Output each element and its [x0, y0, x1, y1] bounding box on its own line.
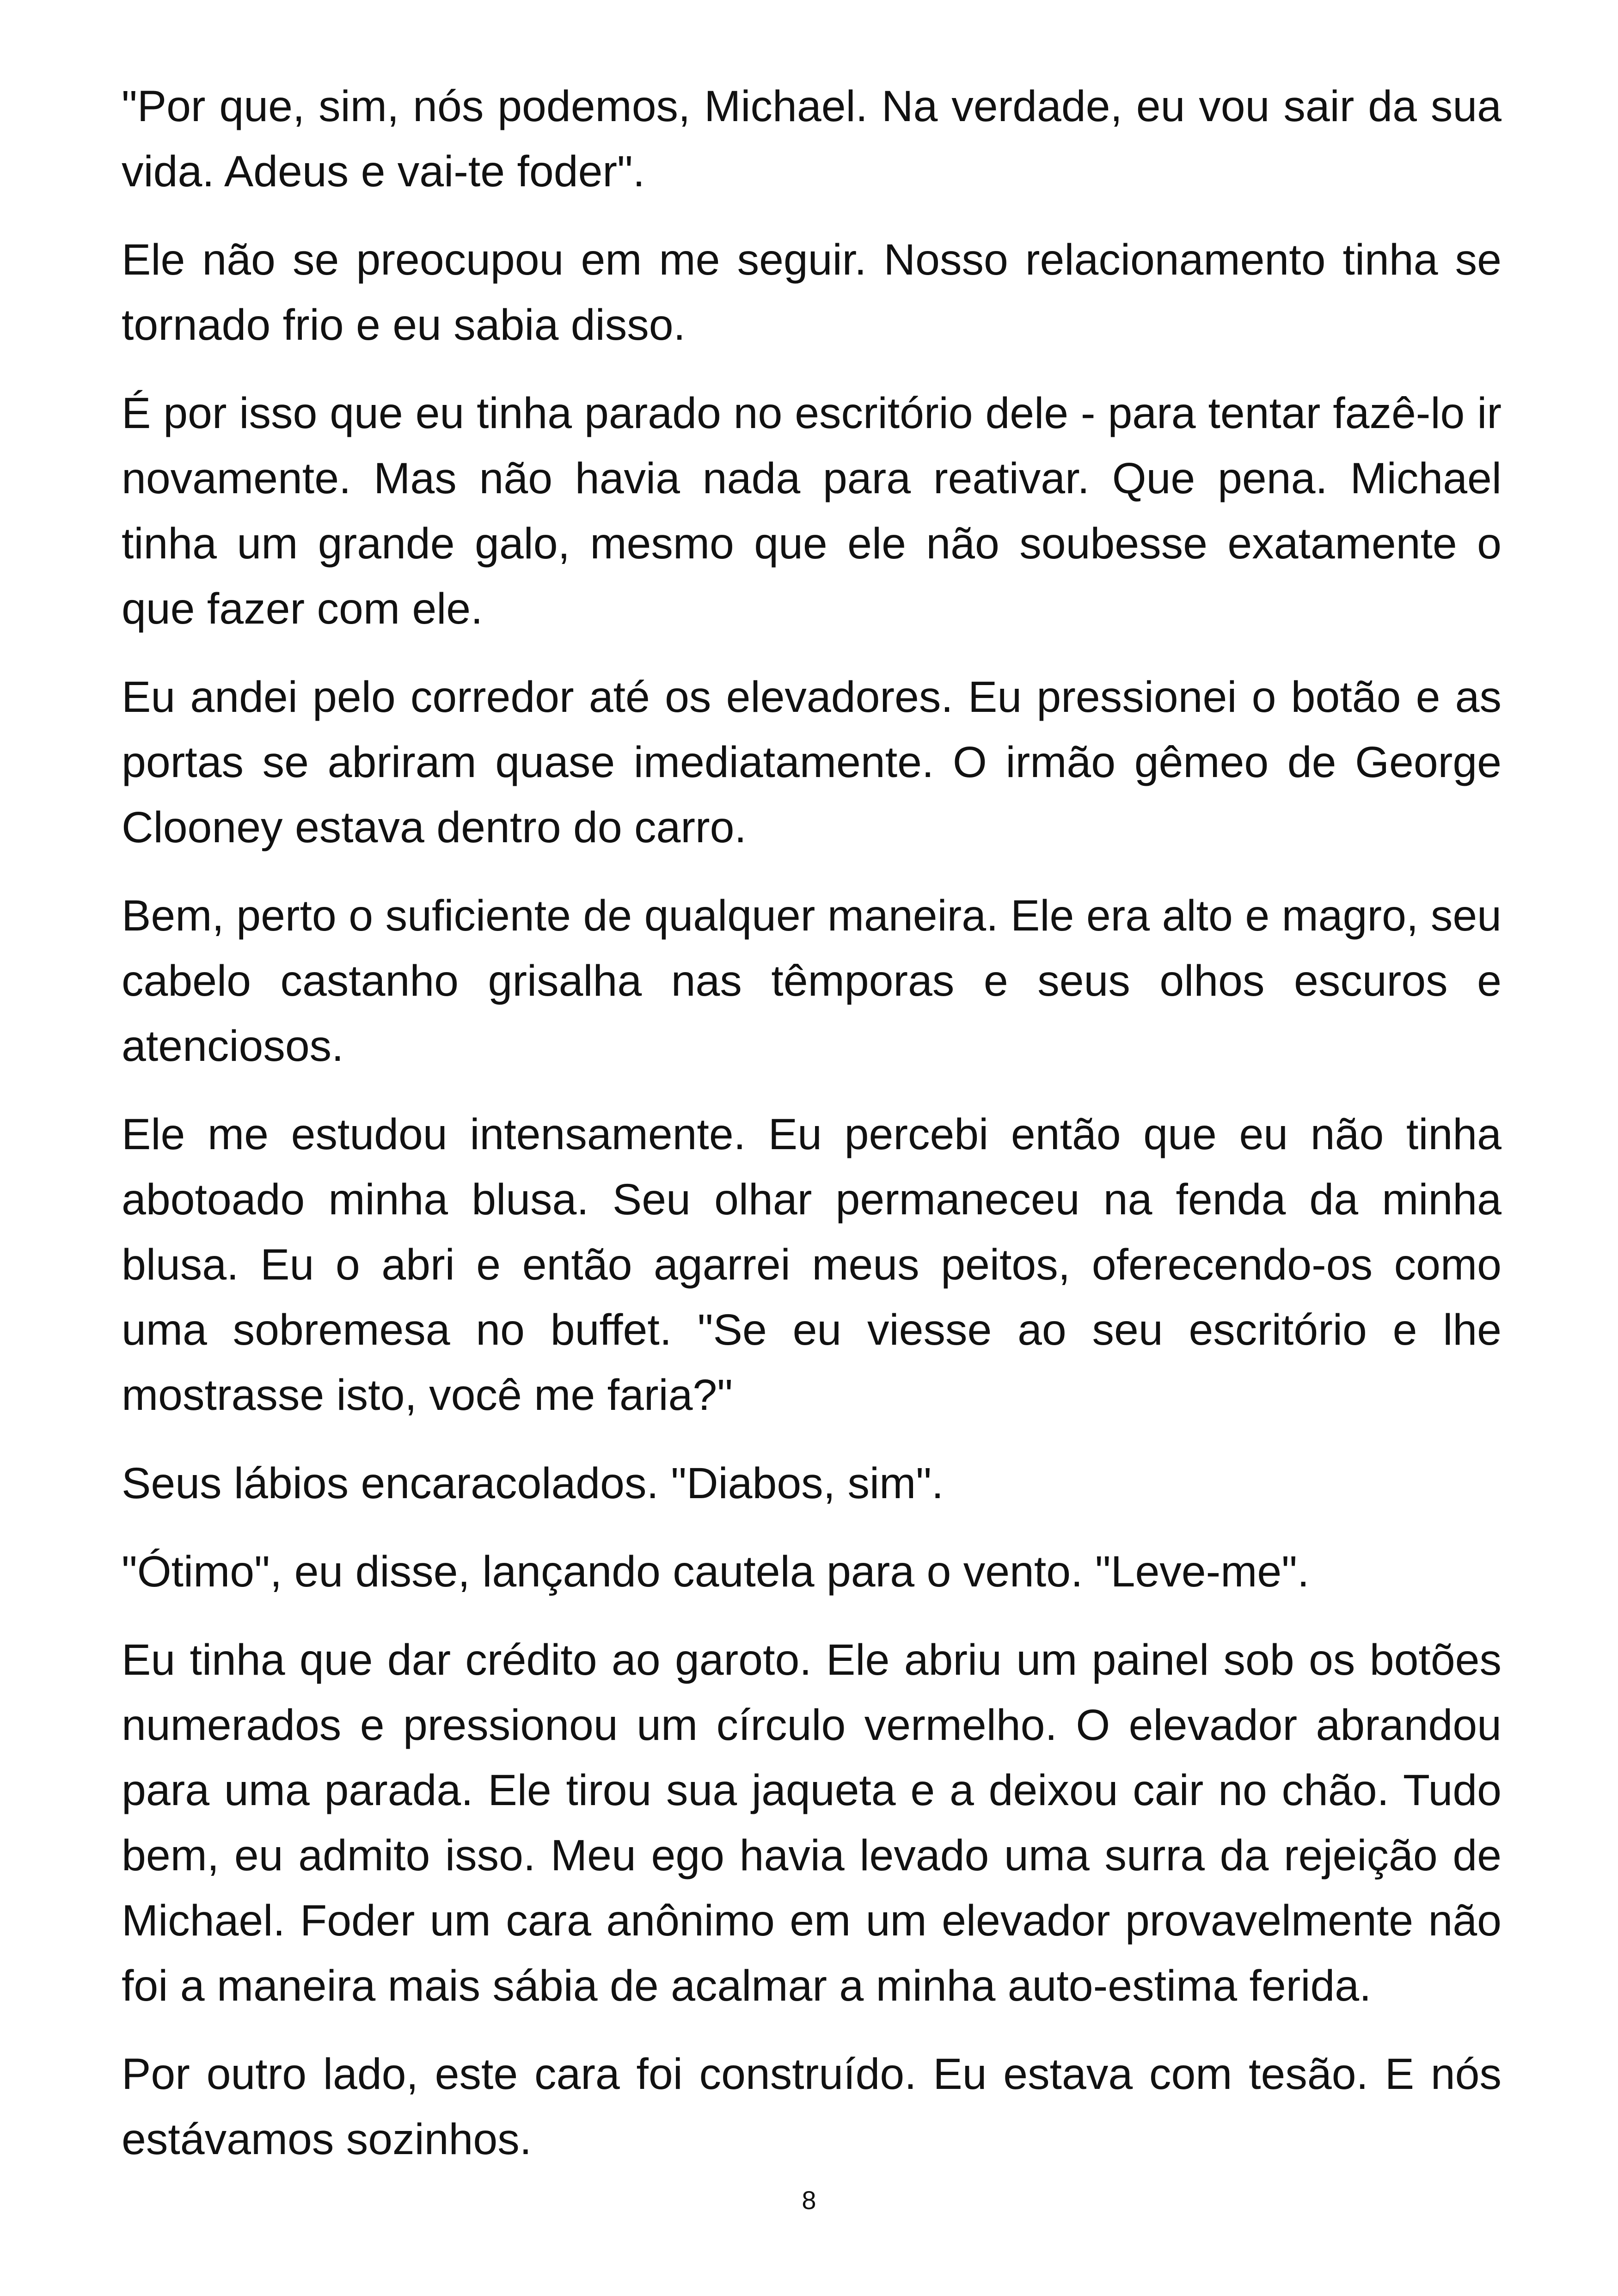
- paragraph: Por outro lado, este cara foi construído. Eu estava com tesão. E nós estávamos sozinhos.: [122, 2050, 1502, 2164]
- paragraph: Eu tinha que dar crédito ao garoto. Ele abriu um painel sob os botões numerados e pressionou um círculo vermelho. O elevador abrandou para uma parada. Ele tirou sua jaqueta e a deixou cair no chão. Tudo bem, eu admito isso. Meu ego havia levado uma surra da rejeição de Michael. Foder um cara anônimo em um elevador provavelmente não foi a maneira mais sábia de acalmar a minha auto-estima ferida.: [122, 1635, 1502, 2010]
- page-number: 8: [802, 2186, 816, 2215]
- paragraph: Seus lábios encaracolados. "Diabos, sim".: [122, 1459, 944, 1508]
- paragraph: Eu andei pelo corredor até os elevadores. Eu pressionei o botão e as portas se abriram quase imediatamente. O irmão gêmeo de George Clooney estava dentro do carro.: [122, 673, 1502, 852]
- paragraph: "Por que, sim, nós podemos, Michael. Na verdade, eu vou sair da sua vida. Adeus e vai-te foder".: [122, 82, 1502, 196]
- paragraph: "Ótimo", eu disse, lançando cautela para o vento. "Leve-me".: [122, 1547, 1310, 1596]
- paragraph: Ele não se preocupou em me seguir. Nosso relacionamento tinha se tornado frio e eu sabia disso.: [122, 235, 1502, 349]
- paragraph: Ele me estudou intensamente. Eu percebi então que eu não tinha abotoado minha blusa. Seu olhar permaneceu na fenda da minha blusa. Eu o abri e então agarrei meus peitos, oferecendo-os como uma sobremesa no buffet. "Se eu viesse ao seu escritório e lhe mostrasse isto, você me faria?": [122, 1110, 1502, 1420]
- paragraph: É por isso que eu tinha parado no escritório dele - para tentar fazê-lo ir novamente. Mas não havia nada para reativar. Que pena. Michael tinha um grande galo, mesmo que ele não soubesse exatamente o que fazer com ele.: [122, 389, 1502, 633]
- document-page: [122, 74, 1502, 2195]
- paragraph: Bem, perto o suficiente de qualquer maneira. Ele era alto e magro, seu cabelo castanho grisalha nas têmporas e seus olhos escuros e atenciosos.: [122, 891, 1502, 1071]
